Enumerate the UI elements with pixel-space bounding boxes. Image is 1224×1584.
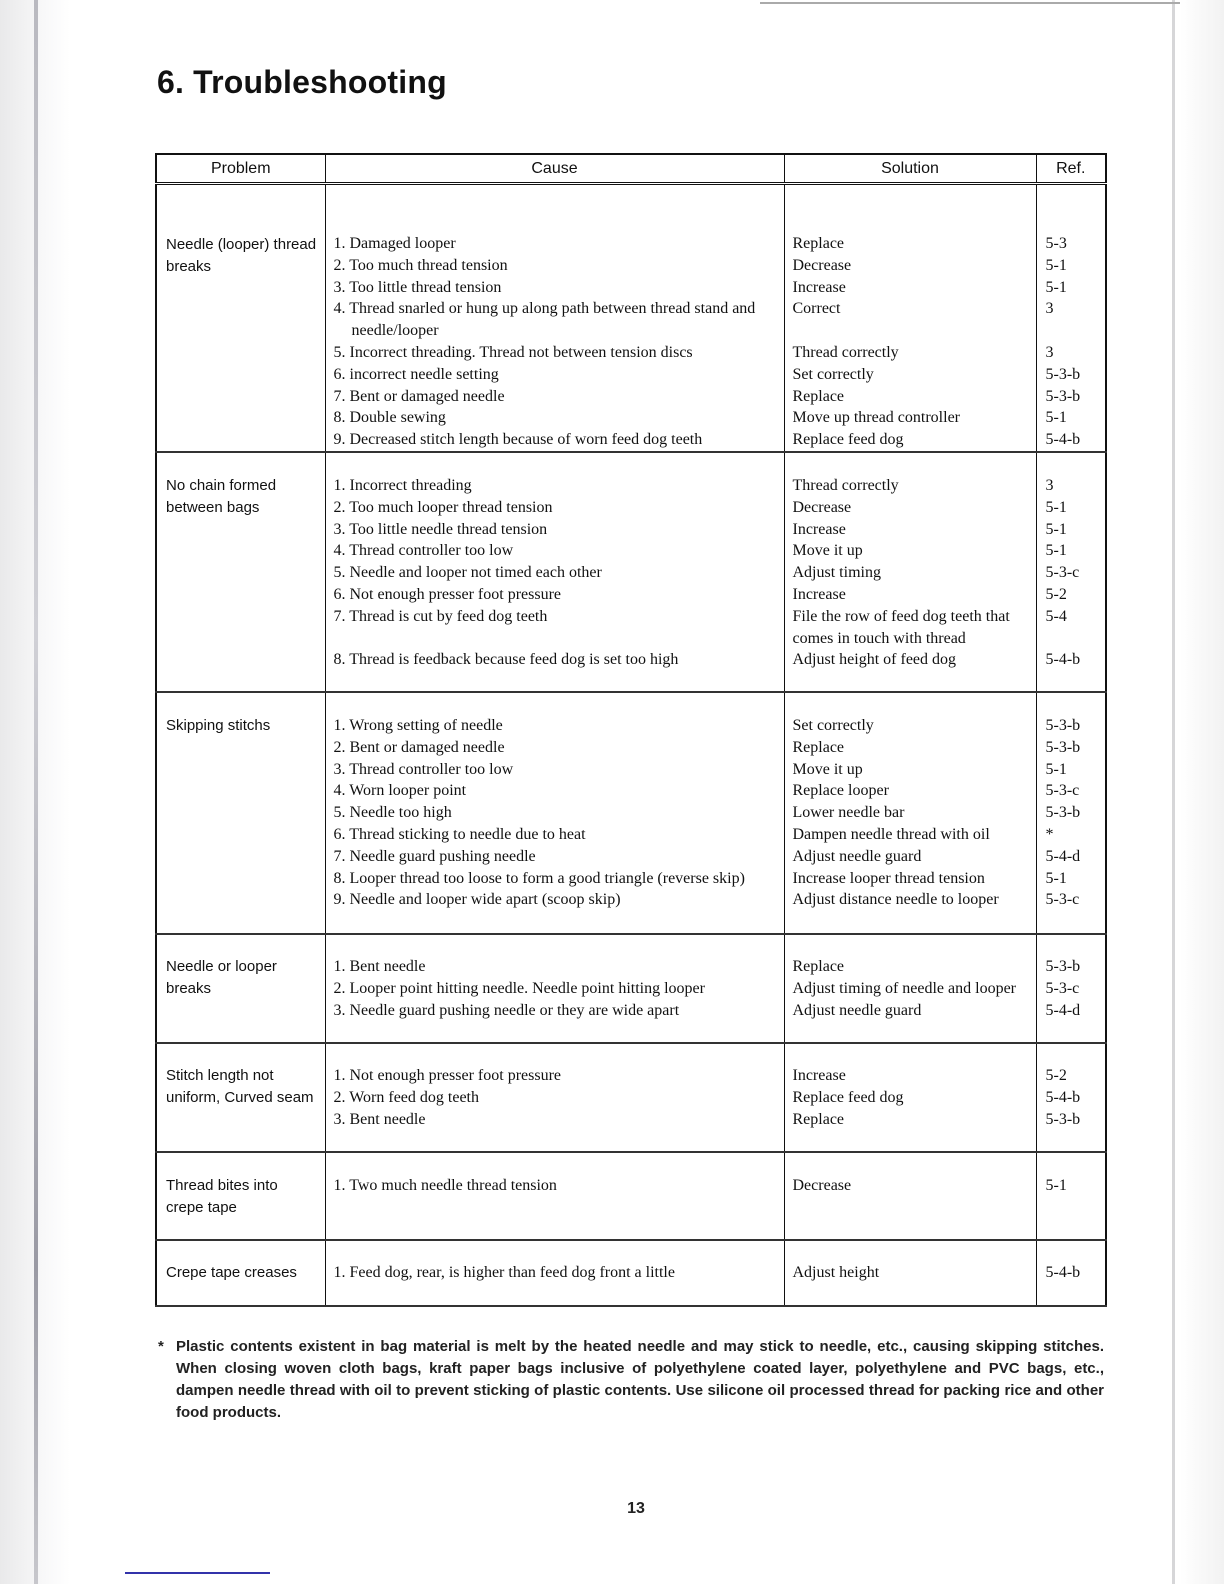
cause-item bbox=[334, 628, 780, 650]
cause-item: 4. Thread controller too low bbox=[333, 542, 514, 560]
problem-text: Needle (looper) thread breaks bbox=[166, 236, 317, 275]
solution-item: Adjust needle guard bbox=[792, 1001, 922, 1019]
solution-item: Replace bbox=[792, 387, 845, 405]
table-row bbox=[156, 184, 1106, 452]
ref-item: 5-1 bbox=[1045, 278, 1067, 296]
problem-text: Skipping stitchs bbox=[166, 716, 271, 734]
page-title: 6. Troubleshooting bbox=[157, 64, 447, 100]
ref-cell bbox=[1036, 1043, 1106, 1152]
ref-cell bbox=[1036, 184, 1106, 452]
cause-cell bbox=[325, 1240, 784, 1306]
solution-item: Replace bbox=[792, 235, 845, 252]
ref-item: 5-2 bbox=[1045, 585, 1067, 603]
cause-item: 1. Incorrect threading bbox=[333, 476, 472, 494]
ref-item: 5-1 bbox=[1045, 520, 1067, 538]
table-header-row bbox=[156, 154, 1106, 184]
problem-cell bbox=[156, 692, 325, 934]
bottom-rule bbox=[125, 1572, 270, 1574]
solution-item: comes in touch with thread bbox=[792, 629, 966, 647]
ref-item: 5-3-c bbox=[1045, 979, 1080, 997]
ref-item: 5-3-c bbox=[1045, 782, 1080, 800]
ref-item: 3 bbox=[1045, 476, 1054, 494]
solution-item: Decrease bbox=[792, 498, 852, 516]
ref-item: 5-1 bbox=[1045, 760, 1067, 778]
ref-item: 5-4-b bbox=[1045, 431, 1081, 449]
ref-item: 5-1 bbox=[1045, 869, 1067, 887]
ref-item: 5-1 bbox=[1045, 1176, 1067, 1194]
ref-item bbox=[1046, 628, 1104, 650]
cause-item: 4. Thread snarled or hung up along path between thread stand and needle/looper bbox=[333, 300, 760, 340]
ref-item: 5-4-b bbox=[1045, 1263, 1081, 1281]
ref-item: 3 bbox=[1045, 300, 1054, 318]
footnote-asterisk: * bbox=[158, 1338, 164, 1355]
ref-item: 5-2 bbox=[1045, 1066, 1067, 1084]
header-cause: Cause bbox=[325, 154, 784, 184]
solution-item: Adjust needle guard bbox=[792, 847, 922, 865]
cause-item: 1. Damaged looper bbox=[333, 235, 456, 252]
troubleshooting-table bbox=[155, 153, 1107, 1307]
solution-item: Lower needle bar bbox=[792, 804, 905, 822]
cause-item: 7. Needle guard pushing needle bbox=[333, 847, 536, 865]
solution-item: Replace feed dog bbox=[792, 1088, 904, 1106]
problem-text: Needle or looper breaks bbox=[166, 957, 277, 997]
table-row bbox=[156, 1240, 1106, 1306]
cause-item: 1. Feed dog, rear, is higher than feed dog front a little bbox=[333, 1263, 675, 1281]
problem-text: Crepe tape creases bbox=[166, 1263, 297, 1281]
solution-item: Increase bbox=[792, 278, 846, 296]
page-right-edge bbox=[1172, 0, 1175, 1584]
problem-cell bbox=[156, 184, 325, 452]
cause-item: 6. Thread sticking to needle due to heat bbox=[333, 825, 586, 843]
solution-cell bbox=[784, 692, 1036, 934]
cause-item: 6. incorrect needle setting bbox=[333, 365, 499, 383]
solution-item: Decrease bbox=[792, 256, 852, 274]
problem-cell bbox=[156, 934, 325, 1043]
cause-item: 2. Bent or damaged needle bbox=[333, 738, 505, 756]
problem-text: No chain formed between bags bbox=[166, 476, 277, 516]
solution-item: Replace bbox=[792, 1110, 845, 1128]
cause-item: 2. Too much thread tension bbox=[333, 256, 508, 274]
problem-cell bbox=[156, 1152, 325, 1240]
cause-item: 2. Too much looper thread tension bbox=[333, 498, 553, 516]
solution-item: Set correctly bbox=[792, 716, 874, 734]
cause-item: 9. Needle and looper wide apart (scoop skip) bbox=[333, 891, 621, 909]
cause-item: 1. Bent needle bbox=[333, 957, 426, 975]
ref-item bbox=[1046, 320, 1104, 342]
cause-item: 3. Bent needle bbox=[333, 1110, 426, 1128]
solution-item: Increase bbox=[792, 585, 846, 603]
ref-cell bbox=[1036, 1152, 1106, 1240]
cause-item: 2. Worn feed dog teeth bbox=[333, 1088, 479, 1106]
solution-cell bbox=[784, 1152, 1036, 1240]
cause-item: 4. Worn looper point bbox=[333, 782, 467, 800]
ref-item: 5-4-b bbox=[1045, 651, 1081, 669]
table-body bbox=[156, 184, 1106, 1306]
solution-item: Move up thread controller bbox=[792, 409, 960, 427]
solution-item: Adjust height of feed dog bbox=[792, 651, 957, 669]
ref-item: 5-1 bbox=[1045, 256, 1067, 274]
cause-cell bbox=[325, 184, 784, 452]
solution-item: Replace bbox=[792, 957, 845, 975]
ref-item: 5-3-b bbox=[1045, 804, 1081, 822]
ref-item: * bbox=[1045, 825, 1054, 843]
solution-item: Adjust height bbox=[792, 1263, 880, 1281]
solution-item: File the row of feed dog teeth that bbox=[792, 607, 1010, 625]
ref-cell bbox=[1036, 934, 1106, 1043]
ref-item: 5-3 bbox=[1045, 235, 1067, 252]
table-row bbox=[156, 1152, 1106, 1240]
cause-item: 9. Decreased stitch length because of worn feed dog teeth bbox=[333, 431, 703, 449]
problem-text: Thread bites into crepe tape bbox=[166, 1176, 278, 1216]
ref-item: 5-3-b bbox=[1045, 387, 1081, 405]
cause-item: 7. Bent or damaged needle bbox=[333, 387, 505, 405]
solution-item: Replace bbox=[792, 738, 845, 756]
solution-item: Dampen needle thread with oil bbox=[792, 825, 990, 843]
ref-item: 5-1 bbox=[1045, 542, 1067, 560]
table-row bbox=[156, 934, 1106, 1043]
problem-cell bbox=[156, 1240, 325, 1306]
cause-item: 8. Thread is feedback because feed dog is set too high bbox=[333, 651, 679, 669]
cause-cell bbox=[325, 1152, 784, 1240]
cause-cell bbox=[325, 934, 784, 1043]
ref-item: 5-3-b bbox=[1045, 738, 1081, 756]
cause-item: 1. Wrong setting of needle bbox=[333, 716, 503, 734]
ref-item: 5-3-c bbox=[1045, 891, 1080, 909]
solution-cell bbox=[784, 934, 1036, 1043]
cause-cell bbox=[325, 692, 784, 934]
solution-item bbox=[793, 320, 1032, 342]
cause-item: 6. Not enough presser foot pressure bbox=[333, 585, 561, 603]
cause-item: 3. Too little needle thread tension bbox=[333, 520, 548, 538]
cause-item: 1. Two much needle thread tension bbox=[333, 1176, 557, 1194]
cause-item: 3. Too little thread tension bbox=[333, 278, 502, 296]
ref-item: 5-4-d bbox=[1045, 1001, 1081, 1019]
ref-item: 5-3-b bbox=[1045, 716, 1081, 734]
solution-item: Thread correctly bbox=[792, 343, 899, 361]
cause-cell bbox=[325, 1043, 784, 1152]
ref-cell bbox=[1036, 1240, 1106, 1306]
solution-cell bbox=[784, 184, 1036, 452]
solution-item: Decrease bbox=[792, 1176, 852, 1194]
page-number: 13 bbox=[627, 1500, 645, 1517]
cause-item: 3. Thread controller too low bbox=[333, 760, 514, 778]
solution-item: Replace looper bbox=[792, 782, 889, 800]
ref-cell bbox=[1036, 692, 1106, 934]
ref-item: 5-4-b bbox=[1045, 1088, 1081, 1106]
ref-item: 5-3-b bbox=[1045, 365, 1081, 383]
solution-item: Adjust distance needle to looper bbox=[792, 891, 999, 909]
table-row bbox=[156, 692, 1106, 934]
cause-item: 2. Looper point hitting needle. Needle point hitting looper bbox=[333, 979, 705, 997]
solution-cell bbox=[784, 452, 1036, 692]
ref-item: 5-4 bbox=[1045, 607, 1067, 625]
problem-text: Stitch length not uniform, Curved seam bbox=[166, 1066, 314, 1106]
header-ref: Ref. bbox=[1036, 154, 1106, 184]
table-row bbox=[156, 1043, 1106, 1152]
footnote bbox=[160, 1336, 1104, 1424]
solution-item: Move it up bbox=[792, 760, 863, 778]
solution-item: Move it up bbox=[792, 542, 863, 560]
solution-item: Adjust timing of needle and looper bbox=[792, 979, 1017, 997]
solution-item: Increase bbox=[792, 1066, 846, 1084]
ref-cell bbox=[1036, 452, 1106, 692]
solution-item: Adjust timing bbox=[792, 564, 881, 582]
ref-item: 5-3-b bbox=[1045, 1110, 1081, 1128]
cause-item: 8. Looper thread too loose to form a good triangle (reverse skip) bbox=[333, 869, 745, 887]
header-solution: Solution bbox=[784, 154, 1036, 184]
ref-item: 5-3-b bbox=[1045, 957, 1081, 975]
solution-item: Correct bbox=[792, 300, 841, 318]
solution-item: Set correctly bbox=[792, 365, 874, 383]
ref-item: 5-4-d bbox=[1045, 847, 1081, 865]
solution-item: Thread correctly bbox=[792, 476, 899, 494]
cause-item: 8. Double sewing bbox=[333, 409, 446, 427]
page-binding-edge bbox=[34, 0, 38, 1584]
solution-cell bbox=[784, 1043, 1036, 1152]
header-problem: Problem bbox=[156, 154, 325, 184]
problem-cell bbox=[156, 452, 325, 692]
footnote-text: Plastic contents existent in bag material is melt by the heated needle and may stick to needle, etc., causing skipping stitches. When closing woven cloth bags, kraft paper bags inclusive of polyethylene coated layer, polyethylene and PVC bags, etc., dampen needle thread with oil to prevent sticking of plastic contents. Use silicone oil processed thread for packing rice and other food products. bbox=[176, 1338, 1104, 1421]
ref-item: 5-1 bbox=[1045, 498, 1067, 516]
solution-item: Increase looper thread tension bbox=[792, 869, 985, 887]
ref-item: 5-1 bbox=[1045, 409, 1067, 427]
problem-cell bbox=[156, 1043, 325, 1152]
table-row bbox=[156, 452, 1106, 692]
cause-item: 1. Not enough presser foot pressure bbox=[333, 1066, 561, 1084]
solution-item: Replace feed dog bbox=[792, 431, 904, 449]
ref-item: 3 bbox=[1045, 343, 1054, 361]
cause-item: 5. Needle too high bbox=[333, 804, 452, 822]
cause-item: 5. Needle and looper not timed each other bbox=[333, 564, 602, 582]
top-rule bbox=[760, 2, 1180, 4]
solution-cell bbox=[784, 1240, 1036, 1306]
cause-item: 7. Thread is cut by feed dog teeth bbox=[333, 607, 548, 625]
solution-item: Increase bbox=[792, 520, 846, 538]
cause-item: 5. Incorrect threading. Thread not between tension discs bbox=[333, 343, 693, 361]
cause-item: 3. Needle guard pushing needle or they are wide apart bbox=[333, 1001, 680, 1019]
ref-item: 5-3-c bbox=[1045, 564, 1080, 582]
cause-cell bbox=[325, 452, 784, 692]
